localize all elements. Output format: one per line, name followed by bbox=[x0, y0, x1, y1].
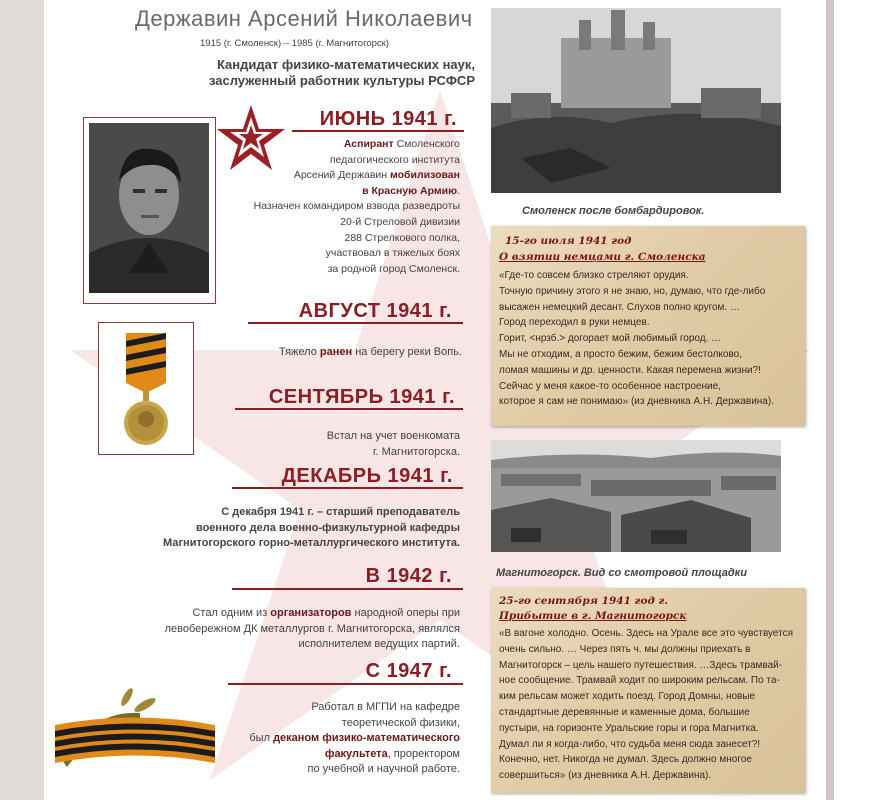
text: Тяжело bbox=[279, 346, 320, 358]
december-text bbox=[90, 505, 460, 552]
text: педагогического института bbox=[329, 153, 460, 166]
photo-magnitogorsk bbox=[491, 440, 781, 552]
text: , проректором bbox=[387, 747, 460, 760]
portrait-icon bbox=[89, 123, 209, 293]
text: Назначен командиром взвода разведроты bbox=[253, 200, 460, 213]
diary1-body bbox=[499, 268, 803, 410]
diary-line: «Где-то совсем близко стреляют орудия. bbox=[499, 270, 689, 281]
bold-text: факультета bbox=[324, 747, 388, 760]
text: . bbox=[457, 184, 460, 197]
photo-smolensk-ruins bbox=[491, 8, 781, 193]
text: исполнителем ведущих партий. bbox=[298, 638, 460, 650]
heading-1947: С 1947 г. bbox=[365, 660, 452, 682]
diary-line: Город переходил в руки немцев. bbox=[499, 317, 650, 329]
text: теоретической физики, bbox=[341, 716, 460, 729]
person-name: Державин Арсений Николаевич bbox=[135, 6, 473, 31]
bold-text: организаторов bbox=[270, 607, 352, 619]
heading-december-1941: ДЕКАБРЬ 1941 г. bbox=[281, 465, 453, 487]
text: на берегу реки Вопь. bbox=[352, 346, 462, 358]
diary1-title: О взятии немцами г. Смоленска bbox=[499, 251, 706, 263]
heading-underline bbox=[292, 130, 464, 132]
diary-line: Думал ли я когда-либо, что судьба меня сюда занесет?! bbox=[499, 738, 761, 750]
diary2-title: Прибытие в г. Магнитогорск bbox=[499, 610, 687, 622]
text: военного дела военно-физкультурной кафедры bbox=[195, 521, 460, 534]
caption-magnitogorsk: Магнитогорск. Вид со смотровой площадки bbox=[496, 567, 747, 579]
heading-underline bbox=[232, 487, 463, 489]
text: участвовал в тяжелых боях bbox=[325, 247, 460, 260]
diary-line: Магнитогорск – цель нашего путешествия. …Здесь трамвай- bbox=[499, 659, 783, 671]
diary-line: высажен немецкий десант. Слухов полно кругом. … bbox=[499, 301, 740, 313]
text: 20-й Стреловой дивизии bbox=[340, 215, 460, 228]
text: Магнитогорского горно-металлургического института. bbox=[163, 537, 460, 549]
heading-september-1941: СЕНТЯБРЬ 1941 г. bbox=[268, 386, 455, 408]
bold-text: в Красную Армию bbox=[362, 184, 458, 197]
text: 288 Стрелкового полка, bbox=[344, 231, 460, 244]
diary-line: Горит, <нрзб.> догорает мой любимый город. … bbox=[499, 333, 722, 345]
heading-underline bbox=[232, 588, 463, 590]
heading-underline bbox=[228, 683, 463, 685]
text: г. Магнитогорска. bbox=[372, 446, 460, 458]
diary-note-magnitogorsk bbox=[491, 588, 805, 793]
y1942-text bbox=[120, 606, 460, 653]
diary-line: ное сообщение. Трамвай ходит по широким рельсам. По та- bbox=[499, 675, 780, 687]
diary-line: пустыри, на горизонте Уральские горы и гора Магнитка. bbox=[499, 722, 759, 734]
bold-text: мобилизован bbox=[390, 169, 460, 182]
bold-text: ранен bbox=[319, 346, 353, 358]
text: Арсений Державин bbox=[293, 169, 391, 182]
text: С декабря 1941 г. – старший преподаватель bbox=[221, 506, 460, 518]
bold-text: Аспирант bbox=[343, 138, 394, 150]
september-text bbox=[230, 428, 460, 460]
degree-line: Кандидат физико-математических наук, bbox=[216, 57, 475, 72]
text: Встал на учет военкомата bbox=[326, 430, 460, 442]
text: за родной город Смоленск. bbox=[327, 262, 460, 275]
diary-line: ломая машины и др. ценности. Какая перемена жизни?! bbox=[499, 364, 761, 376]
caption-smolensk: Смоленск после бомбардировок. bbox=[522, 205, 705, 217]
magnitogorsk-image-icon bbox=[491, 440, 781, 552]
person-degree bbox=[135, 57, 475, 89]
heading-june-1941: ИЮНЬ 1941 г. bbox=[319, 108, 457, 130]
bold-text: деканом физико-математического bbox=[273, 732, 460, 745]
ribbon-icon bbox=[45, 685, 220, 780]
diary-line: Конечно, нет. Никогда не думал. Здесь должно многое bbox=[499, 754, 752, 766]
person-years: 1915 (г. Смоленск) – 1985 (г. Магнитогорск) bbox=[200, 38, 389, 49]
medal-icon bbox=[99, 323, 193, 454]
heading-underline bbox=[248, 322, 463, 324]
medal-frame bbox=[98, 322, 194, 455]
diary-line: которое я сам не понимаю» (из дневника А.Н. Державина). bbox=[499, 396, 774, 408]
diary-line: Сейчас у меня какое-то особенное настроение, bbox=[499, 380, 721, 392]
smolensk-image-icon bbox=[491, 8, 781, 193]
heading-underline bbox=[235, 408, 463, 410]
portrait-photo bbox=[89, 123, 209, 293]
heading-1942: В 1942 г. bbox=[365, 565, 452, 587]
diary-line: совершиться» (из дневника А.Н. Державина). bbox=[499, 770, 712, 782]
text: был bbox=[249, 732, 274, 745]
diary-line: Мы не отходим, а просто бежим, бежим бестолково, bbox=[499, 348, 743, 360]
diary-line: очень сильно. … Через пять ч. мы должны приехать в bbox=[499, 643, 751, 655]
text: левобережном ДК металлургов г. Магнитогорска, являлся bbox=[164, 622, 460, 635]
text: народной оперы при bbox=[351, 607, 460, 619]
diary2-body bbox=[499, 626, 803, 784]
text: Стал одним из bbox=[192, 607, 271, 619]
heading-august-1941: АВГУСТ 1941 г. bbox=[298, 300, 452, 322]
diary-line: «В вагоне холодно. Осень. Здесь на Урале все это чувствуется bbox=[499, 628, 794, 639]
diary1-date: 15-го июля 1941 год bbox=[505, 235, 632, 247]
diary-line: стандартные деревянные и каменные дома, большие bbox=[499, 706, 750, 718]
text: Работал в МГПИ на кафедре bbox=[311, 701, 460, 713]
y1947-text bbox=[220, 700, 460, 778]
august-text bbox=[200, 345, 462, 361]
text: по учебной и научной работе. bbox=[307, 763, 460, 776]
diary-line: ким рельсам может ходить поезд. Город Домны, новые bbox=[499, 691, 756, 703]
diary-note-smolensk bbox=[491, 226, 805, 426]
text: Смоленского bbox=[393, 138, 460, 150]
diary-line: Точную причину этого я не знаю, но, думаю, что где-либо bbox=[499, 285, 766, 297]
june-text bbox=[225, 137, 460, 277]
degree-line: заслуженный работник культуры РСФСР bbox=[208, 73, 475, 88]
diary2-date: 25-го сентября 1941 год г. bbox=[499, 595, 668, 607]
